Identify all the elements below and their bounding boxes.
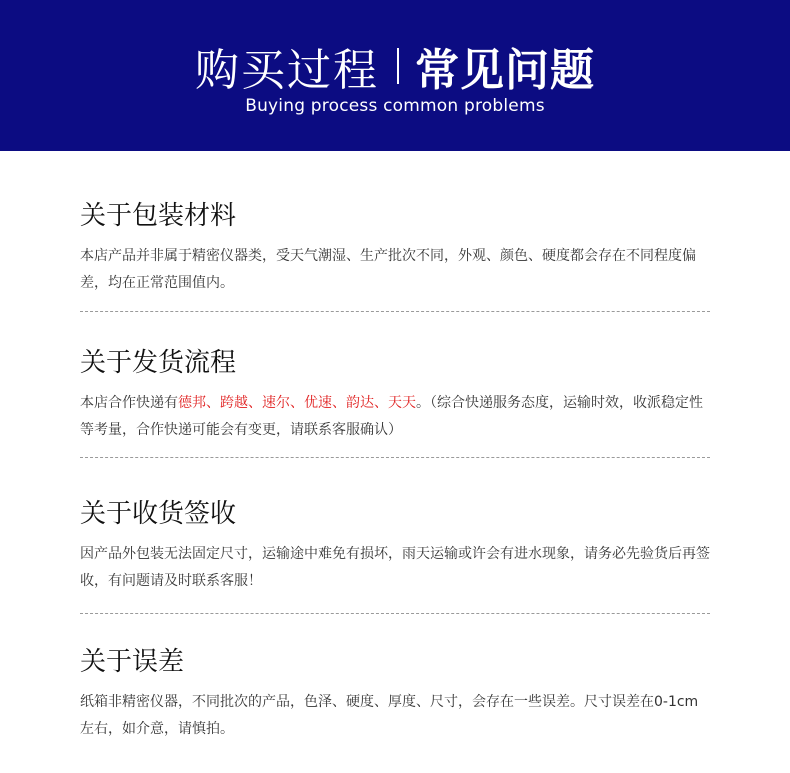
section-packaging — [80, 199, 710, 297]
body-prefix: 本店合作快递有 — [80, 395, 178, 411]
section-title: 关于收货签收 — [80, 499, 237, 529]
section-body: 本店产品并非属于精密仪器类，受天气潮湿、生产批次不同，外观、颜色、硬度都会存在不同程度偏差，均在正常范围值内。 — [80, 248, 696, 291]
header-banner — [0, 0, 790, 151]
header-title — [0, 36, 790, 96]
section-title: 关于包装材料 — [80, 201, 237, 231]
title-separator — [397, 48, 399, 84]
section-shipping — [80, 346, 710, 444]
section-title: 关于误差 — [80, 647, 185, 677]
section-body: 纸箱非精密仪器，不同批次的产品，色泽、硬度、厚度、尺寸，会存在一些误差。尺寸误差在0-1cm左右，如介意，请慎拍。 — [80, 694, 699, 737]
body-suffix: 。（综合快递服务态度，运输时效，收派稳定性等考量，合作快递可能会有变更，请联系客服确认） — [80, 395, 703, 438]
courier-list: 德邦、跨越、速尔、优速、韵达、天天 — [178, 395, 416, 411]
section-receiving — [80, 497, 710, 595]
section-body — [80, 390, 710, 444]
header-subtitle: Buying process common problems — [245, 96, 545, 116]
title-light: 购买过程 — [195, 45, 379, 96]
section-divider — [80, 613, 710, 614]
section-divider — [80, 311, 710, 312]
title-bold: 常见问题 — [415, 45, 595, 96]
section-divider — [80, 457, 710, 458]
section-tolerance — [80, 645, 710, 743]
section-title: 关于发货流程 — [80, 348, 237, 378]
section-body: 因产品外包装无法固定尺寸，运输途中难免有损坏，雨天运输或许会有进水现象，请务必先验货后再签收，有问题请及时联系客服！ — [80, 546, 710, 589]
